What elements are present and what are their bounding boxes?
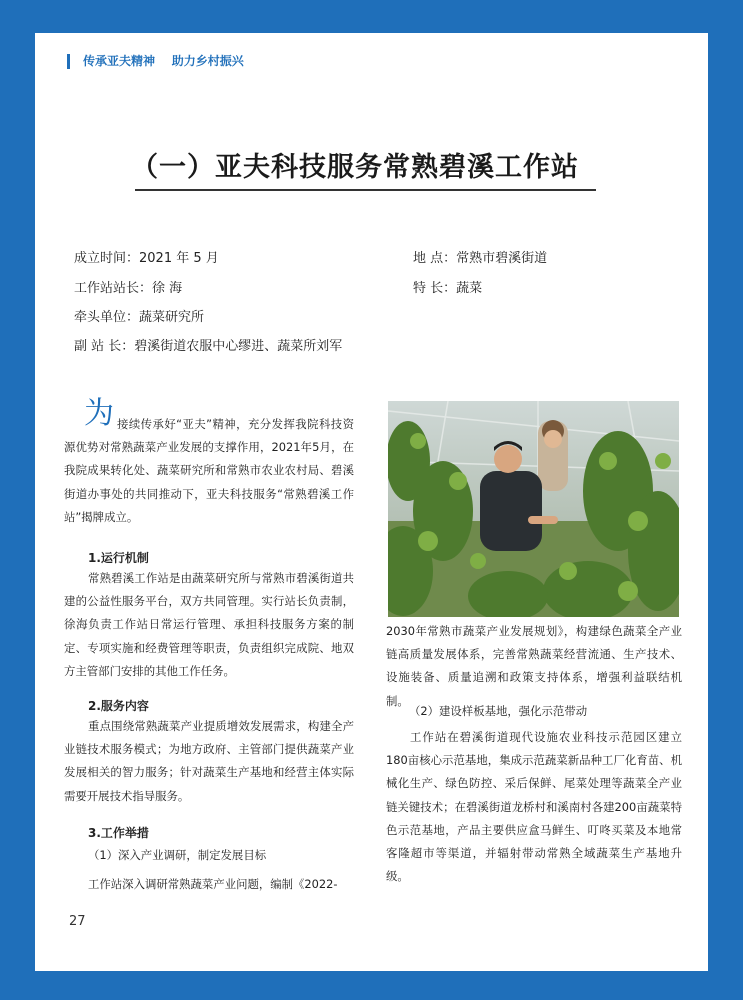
greenhouse-photo-illustration — [388, 401, 679, 617]
paragraph-4: 工作站在碧溪街道现代设施农业科技示范园区建立180亩核心示范基地，集成示范蔬菜新品种工厂化育苗、机械化生产、绿色防控、采后保鲜、尾菜处理等蔬菜全产业链关键技术；在碧溪街道龙桥村和溪南村各建200亩蔬菜特色示范基地，产品主要供应盒马鲜生、叮咚买菜及本地常客隆超市等渠道，并辐射带动常熟全域蔬菜生产基地升级。 — [386, 730, 682, 884]
section-heading-3: 3.工作举措 — [88, 826, 149, 840]
info-founded: 成立时间：2021 年 5 月 — [74, 251, 219, 266]
info-head: 工作站站长：徐 海 — [74, 281, 183, 296]
page-number: 27 — [69, 914, 86, 929]
section-heading-1: 1.运行机制 — [88, 551, 149, 565]
paragraph-1: 常熟碧溪工作站是由蔬菜研究所与常熟市碧溪街道共建的公益性服务平台，双方共同管理。实行站长负责制，徐海负责工作站日常运行管理、承担科技服务方案的制定、专项实施和经费管理等职责，负责组织完成院、地双方主管部门安排的其他工作任务。 — [64, 571, 354, 678]
paragraph-3-start: 工作站深入调研常熟蔬菜产业问题，编制《2022- — [88, 877, 338, 891]
intro-paragraph: 接续传承好“亚夫”精神，充分发挥我院科技资源优势对常熟蔬菜产业发展的支撑作用，2021年5月，在我院成果转化处、蔬菜研究所和常熟市农业农村局、碧溪街道办事处的共同推动下，亚夫科技服务“常熟碧溪工作站”揭牌成立。 — [64, 417, 354, 524]
info-location: 地 点：常熟市碧溪街道 — [413, 251, 548, 266]
section-heading-2: 2.服务内容 — [88, 699, 149, 713]
subheading-3-2: （2）建设样板基地，强化示范带动 — [409, 704, 588, 718]
info-lead-unit: 牵头单位：蔬菜研究所 — [74, 310, 205, 325]
info-deputy: 副 站 长：碧溪街道农服中心缪进、蔬菜所刘军 — [74, 339, 343, 354]
paragraph-3-continued: 2030年常熟市蔬菜产业发展规划》，构建绿色蔬菜全产业链高质量发展体系，完善常熟蔬菜经营流通、生产技术、设施装备、质量追溯和政策支持体系，增强利益联结机制。 — [386, 624, 682, 708]
running-header: 传承亚夫精神 助力乡村振兴 — [83, 54, 244, 68]
subheading-3-1: （1）深入产业调研，制定发展目标 — [88, 848, 267, 862]
header-accent-bar — [67, 54, 70, 69]
page — [35, 33, 708, 971]
paragraph-2: 重点围绕常熟蔬菜产业提质增效发展需求，构建全产业链技术服务模式；为地方政府、主管部门提供蔬菜产业发展相关的智力服务；针对蔬菜生产基地和经营主体实际需要开展技术指导服务。 — [64, 719, 354, 803]
page-title: （一）亚夫科技服务常熟碧溪工作站 — [131, 152, 579, 183]
greenhouse-photo — [388, 401, 679, 617]
info-specialty: 特 长：蔬菜 — [413, 281, 483, 296]
drop-cap: 为 — [84, 396, 114, 431]
title-underline — [135, 189, 596, 191]
